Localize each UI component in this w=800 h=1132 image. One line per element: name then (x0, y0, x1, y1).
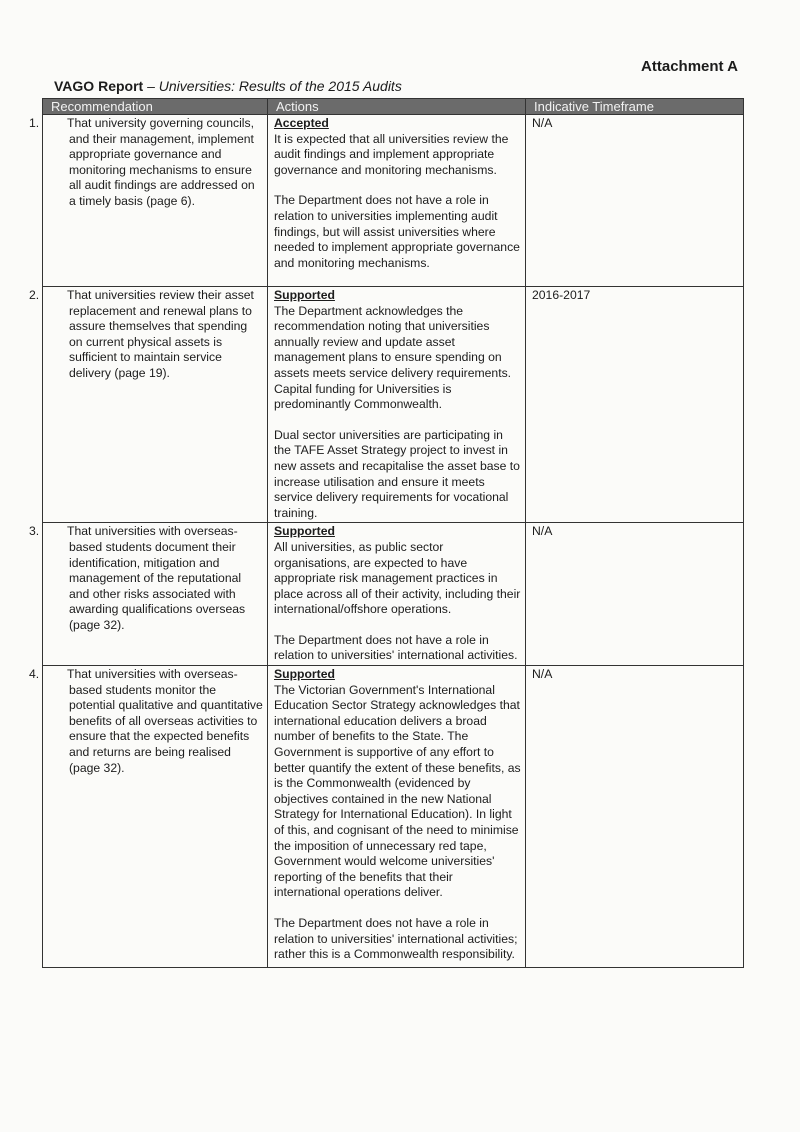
table-row (43, 287, 744, 523)
report-title-bold: VAGO Report (54, 78, 144, 94)
action-paragraph: Dual sector universities are participating in the TAFE Asset Strategy project to invest in new assets and recapitalise the asset base to increase utilisation and ensure it meets service delivery requirements for vocational training. (274, 427, 520, 520)
action-paragraph: The Victorian Government's International Education Sector Strategy acknowledges that international education delivers a broad number of benefits to the State. The Government is supportive of any effort to better quantify the extent of these benefits, as is the Commonwealth (evidenced by objectives contained in the new National Strategy for International Education). In light of this, and cognisant of the need to minimise the imposition of unnecessary red tape, Government would welcome universities' reporting of the benefits that their international operations deliver. (274, 682, 521, 900)
recommendation-text (29, 667, 263, 776)
recommendation-number: 1. (29, 116, 40, 130)
table-row (43, 666, 744, 968)
action-paragraph: The Department does not have a role in relation to universities implementing audit findings, but will assist universities where needed to implement appropriate governance and monitoring mechanisms. (274, 193, 520, 270)
recommendation-text (29, 116, 263, 210)
actions-cell (268, 115, 526, 287)
recommendation-body: That universities with overseas-based students document their identification, mitigation and management of the reputational and other risks associated with awarding qualifications overseas (page 32). (67, 524, 246, 632)
recommendation-text (29, 524, 263, 633)
recommendations-table (29, 98, 744, 968)
report-title (54, 78, 402, 94)
paragraph-gap (274, 901, 521, 916)
recommendation-number: 4. (29, 667, 40, 682)
header-recommendation: Recommendation (43, 99, 268, 115)
recommendation-cell (29, 523, 268, 666)
action-paragraph: It is expected that all universities review the audit findings and implement appropriate governance and monitoring mechanisms. (274, 131, 509, 177)
timeframe-cell: 2016-2017 (526, 287, 744, 523)
header-timeframe: Indicative Timeframe (526, 99, 744, 115)
actions-cell (268, 666, 526, 968)
timeframe-cell: N/A (526, 666, 744, 968)
recommendation-body: That universities with overseas-based students monitor the potential qualitative and quantitative benefits of all overseas activities to ensure that the expected benefits and returns are being realised (page 32). (67, 667, 263, 775)
attachment-label: Attachment A (641, 58, 738, 75)
recommendation-cell (29, 287, 268, 523)
actions-cell (268, 523, 526, 666)
report-title-dash: – (143, 78, 159, 94)
action-status: Accepted (274, 116, 329, 130)
recommendation-cell (29, 666, 268, 968)
table-row (43, 115, 744, 287)
paragraph-gap (274, 178, 521, 193)
action-status: Supported (274, 524, 335, 539)
action-paragraph: The Department does not have a role in relation to universities' international activities. (274, 632, 518, 663)
recommendation-number: 2. (29, 288, 40, 302)
recommendation-body: That university governing councils, and their management, implement appropriate governance and monitoring mechanisms to ensure all audit findings are addressed on a timely basis (page 6). (67, 116, 255, 208)
timeframe-cell: N/A (526, 523, 744, 666)
table-row (43, 523, 744, 666)
recommendation-text (29, 288, 263, 382)
action-paragraph: The Department does not have a role in relation to universities' international activities; rather this is a Commonwealth responsibility. (274, 915, 518, 962)
timeframe-cell: N/A (526, 115, 744, 287)
action-paragraph: The Department acknowledges the recommendation noting that universities annually review and update asset management plans to ensure spending on assets meets service delivery requirements. Capital funding for Universities is predominantly Commonwealth. (274, 303, 512, 412)
action-paragraph: All universities, as public sector organisations, are expected to have appropriate risk management practices in place across all of their activity, including their international/offshore operations. (274, 539, 521, 617)
paragraph-gap (274, 413, 521, 428)
recommendation-cell (29, 115, 268, 287)
header-actions: Actions (268, 99, 526, 115)
actions-cell (268, 287, 526, 523)
table-header-row (43, 99, 744, 115)
recommendation-number: 3. (29, 524, 40, 539)
paragraph-gap (274, 618, 521, 633)
action-status: Supported (274, 288, 335, 302)
recommendation-body: That universities review their asset replacement and renewal plans to assure themselves that spending on current physical assets is sufficient to maintain service delivery (page 19). (67, 288, 254, 380)
action-status: Supported (274, 667, 335, 682)
report-title-italic: Universities: Results of the 2015 Audits (158, 78, 402, 94)
